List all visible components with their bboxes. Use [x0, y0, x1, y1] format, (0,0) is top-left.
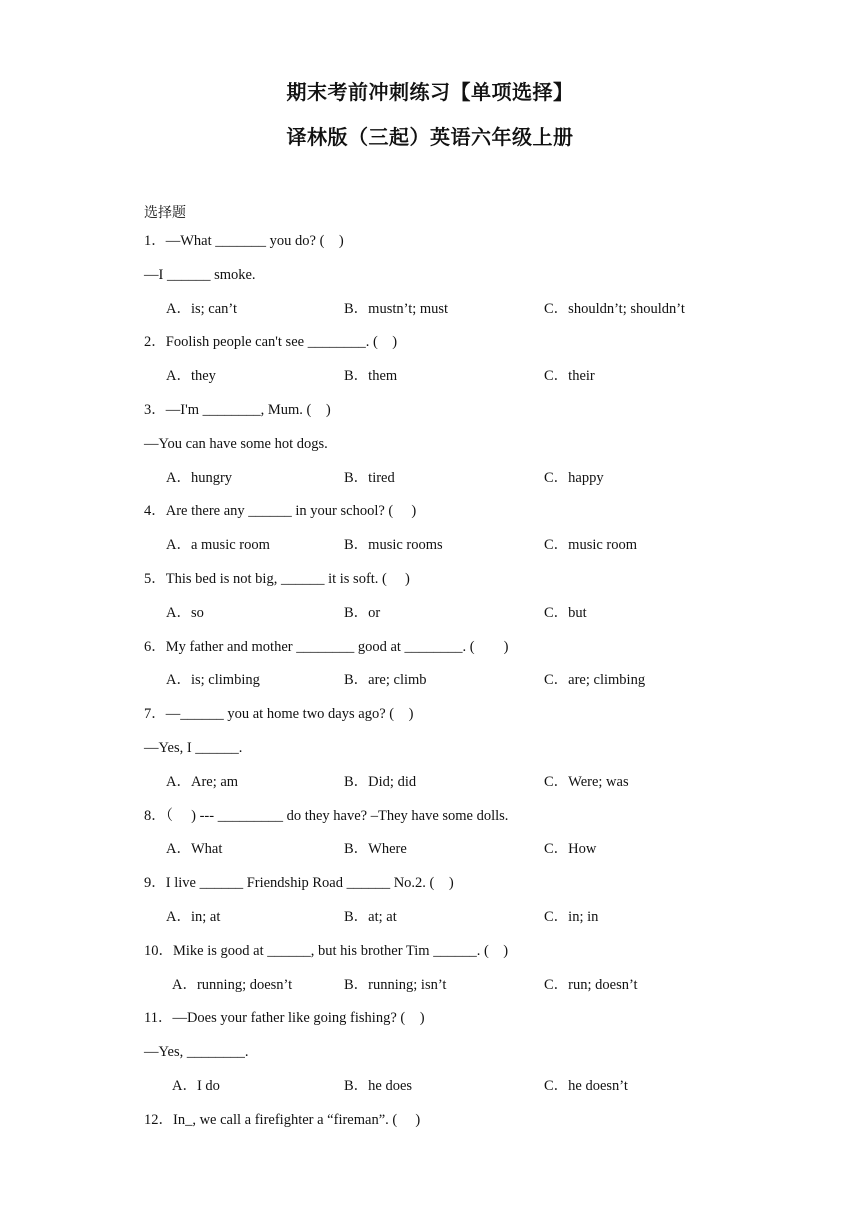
question-stem: 8．（ ) --- _________ do they have? –They have some dolls.: [144, 807, 509, 824]
answer-option-b: B．mustn’t; must: [344, 300, 449, 317]
question-stem: 5．This bed is not big, ______ it is soft. ( ): [144, 571, 410, 587]
answer-option-a: A．running; doesn’t: [172, 976, 293, 993]
question-response-line: —You can have some hot dogs.: [144, 435, 328, 452]
section-label: 选择题: [144, 205, 186, 221]
answer-option-b: B．music rooms: [344, 537, 443, 554]
answer-option-b: B．them: [344, 368, 398, 385]
answer-option-c: C．happy: [544, 469, 604, 486]
answer-option-b: B．Did; did: [344, 773, 417, 790]
question-stem: 7．—______ you at home two days ago? ( ): [144, 706, 414, 723]
question-stem: 12．In_, we call a firefighter a “fireman”. ( ): [144, 1111, 421, 1128]
page-subtitle: 译林版（三起）英语六年级上册: [286, 125, 574, 149]
answer-option-b: B．at; at: [344, 909, 397, 925]
answer-option-a: A．a music room: [166, 537, 270, 554]
answer-option-c: C．shouldn’t; shouldn’t: [544, 300, 685, 317]
answer-option-a: A．they: [166, 368, 216, 385]
answer-option-b: B．he does: [344, 1078, 413, 1094]
answer-option-a: A．is; climbing: [166, 672, 260, 689]
question-stem: 11．—Does your father like going fishing? ( ): [144, 1010, 425, 1027]
answer-option-a: A．What: [166, 841, 223, 858]
answer-option-a: A．is; can’t: [166, 300, 238, 317]
answer-option-c: C．he doesn’t: [544, 1078, 628, 1094]
answer-option-c: C．in; in: [544, 909, 599, 925]
question-stem: 3．—I'm ________, Mum. ( ): [144, 402, 331, 418]
answer-option-a: A．I do: [172, 1078, 220, 1094]
question-response-line: —Yes, ________.: [144, 1044, 249, 1061]
answer-option-c: C．their: [544, 368, 595, 385]
answer-option-c: C．but: [544, 604, 587, 621]
question-response-line: —I ______ smoke.: [144, 266, 256, 283]
answer-option-b: B．are; climb: [344, 672, 427, 689]
answer-option-b: B．Where: [344, 841, 407, 858]
answer-option-c: C．run; doesn’t: [544, 976, 638, 993]
page-title: 期末考前冲刺练习【单项选择】: [286, 80, 574, 104]
question-stem: 9．I live ______ Friendship Road ______ No.2. ( ): [144, 875, 454, 892]
answer-option-c: C．are; climbing: [544, 672, 646, 689]
answer-option-a: A．hungry: [166, 469, 233, 486]
question-stem: 2．Foolish people can't see ________. ( ): [144, 334, 398, 351]
answer-option-a: A．so: [166, 604, 204, 621]
question-response-line: —Yes, I ______.: [144, 740, 243, 756]
question-stem: 6．My father and mother ________ good at ________. ( ): [144, 638, 509, 655]
question-stem: 1．—What _______ you do? ( ): [144, 233, 344, 249]
answer-option-a: A．Are; am: [166, 773, 239, 790]
answer-option-b: B．tired: [344, 469, 395, 486]
answer-option-c: C．music room: [544, 537, 638, 554]
answer-option-a: A．in; at: [166, 909, 221, 925]
answer-option-c: C．Were; was: [544, 773, 629, 790]
answer-option-b: B．running; isn’t: [344, 976, 447, 993]
answer-option-c: C．How: [544, 841, 597, 858]
answer-option-b: B．or: [344, 604, 381, 621]
question-stem: 10．Mike is good at ______, but his brother Tim ______. ( ): [144, 942, 509, 959]
question-stem: 4．Are there any ______ in your school? ( ): [144, 503, 417, 520]
